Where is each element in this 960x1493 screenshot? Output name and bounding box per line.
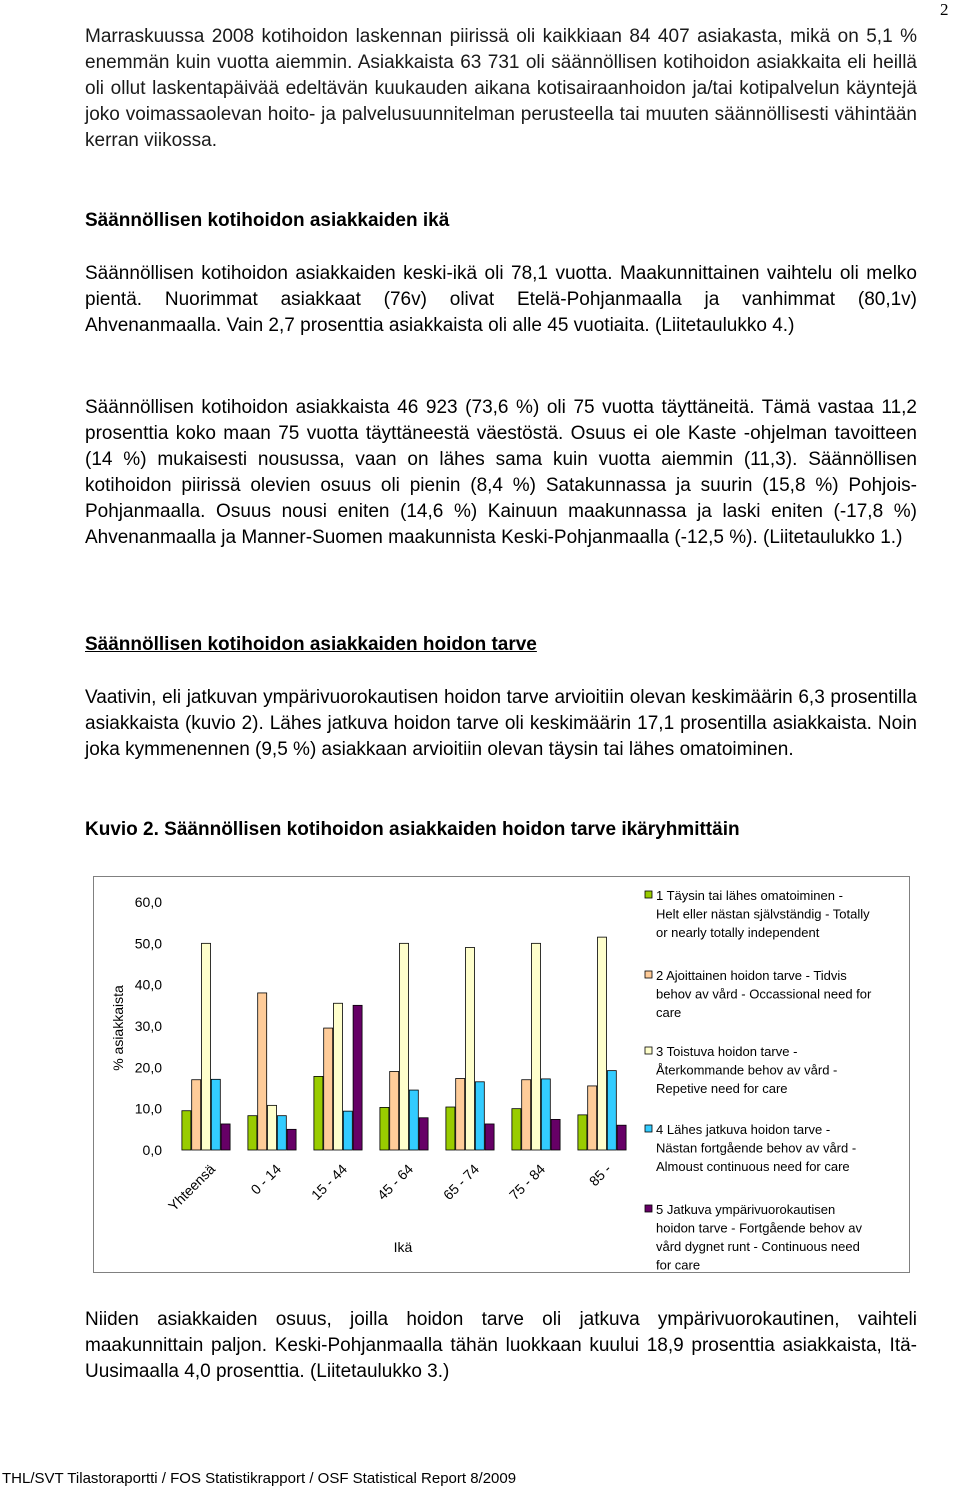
y-tick-label: 10,0	[134, 1100, 162, 1117]
y-axis-label: % asiakkaista	[110, 985, 126, 1071]
legend-swatch-3	[645, 1047, 652, 1054]
legend-entry-2-line: 2 Ajoittainen hoidon tarve - Tidvis	[656, 968, 847, 983]
bar-series-2-3	[390, 1071, 399, 1150]
intro-paragraph: Marraskuussa 2008 kotihoidon laskennan piirissä oli kaikkiaan 84 407 asiakasta, mikä on 5,1 % enemmän kuin vuotta aiemmin. Asiakkaista 63 731 oli säännöllisen kotihoidon asiakkaita eli heillä oli ollut laskentapäivää edeltävän kuukauden aikana kotisairaanhoidon ja/tai kotipalvelun käyntejä joko voimassaolevan hoito- ja palvelusuunnitelman perusteella tai muuten säännöllisesti vähintään kerran viikossa.	[85, 26, 917, 151]
bar-series-3-0	[202, 943, 211, 1150]
legend-entry-4-line: Nästan fortgående behov av vård -	[656, 1140, 857, 1156]
y-tick-label: 0,0	[142, 1142, 162, 1158]
bar-series-3-2	[334, 1003, 343, 1150]
legend-entry-3-line: 3 Toistuva hoidon tarve -	[656, 1044, 798, 1059]
section-heading-care-need: Säännöllisen kotihoidon asiakkaiden hoidon tarve	[85, 634, 537, 655]
legend-entry-5-line: hoidon tarve - Fortgående behov av	[656, 1220, 862, 1236]
legend-entry-1-line: or nearly totally independent	[656, 925, 820, 940]
x-tick-label: 85 -	[585, 1160, 615, 1190]
legend-swatch-1	[645, 891, 652, 898]
bar-series-5-4	[485, 1124, 494, 1150]
legend-swatch-4	[645, 1125, 652, 1132]
bar-series-4-1	[277, 1116, 286, 1150]
bar-series-5-5	[551, 1119, 560, 1150]
x-tick-label: 45 - 64	[373, 1160, 417, 1203]
legend-entry-4-line: Almoust continuous need for care	[656, 1159, 850, 1174]
legend-entry-4-line: 4 Lähes jatkuva hoidon tarve -	[656, 1122, 831, 1137]
x-tick-label: 15 - 44	[307, 1160, 351, 1203]
bar-series-5-3	[419, 1118, 428, 1150]
legend-entry-2-line: care	[656, 1005, 682, 1020]
bar-series-4-3	[409, 1090, 418, 1150]
bar-series-4-5	[541, 1079, 550, 1150]
bar-series-5-0	[221, 1124, 230, 1150]
bar-series-4-0	[211, 1079, 220, 1150]
figure-title: Kuvio 2. Säännöllisen kotihoidon asiakkaiden hoidon tarve ikäryhmittäin	[85, 819, 740, 840]
y-tick-label: 60,0	[134, 894, 162, 910]
bar-series-2-0	[192, 1080, 201, 1150]
bar-series-2-2	[324, 1028, 333, 1150]
age-paragraph: Säännöllisen kotihoidon asiakkaiden keski-ikä oli 78,1 vuotta. Maakunnittainen vaihtelu oli melko pientä. Nuorimmat asiakkaat (76v) olivat Etelä-Pohjanmaalla ja vanhimmat (80,1v) Ahvenanmaalla. Vain 2,7 prosenttia asiakkaista oli alle 45 vuotiaita. (Liitetaulukko 4.)	[85, 263, 917, 336]
legend-entry-3-line: Återkommande behov av vård -	[656, 1062, 838, 1078]
bar-series-1-0	[182, 1111, 191, 1150]
y-tick-label: 50,0	[134, 935, 162, 952]
over-75-paragraph: Säännöllisen kotihoidon asiakkaista 46 923 (73,6 %) oli 75 vuotta täyttäneitä. Tämä vastaa 11,2 prosenttia koko maan 75 vuotta täyttäneestä väestöstä. Osuus ei ole Kaste -ohjelman tavoitteen (14 %) mukaisesti nousussa, vaan on lähes sama kuin vuotta aiemmin (11,3). Säännöllisen kotihoidon piirissä olevien osuus oli pienin (8,4 %) Satakunnassa ja suurin (15,8 %) Pohjois-Pohjanmaalla. Osuus nousi eniten (14,6 %) Kainuun maakunnassa ja laski eniten (-17,8 %) Ahvenanmaalla ja Manner-Suomen maakunnista Keski-Pohjanmaalla (-12,5 %). (Liitetaulukko 1.)	[85, 397, 917, 548]
y-tick-label: 30,0	[134, 1018, 162, 1034]
care-need-bar-chart	[93, 876, 911, 1274]
section-heading-age: Säännöllisen kotihoidon asiakkaiden ikä	[85, 210, 450, 231]
legend-entry-1-line: 1 Täysin tai lähes omatoiminen -	[656, 888, 843, 903]
legend-entry-5-line: 5 Jatkuva ympärivuorokautisen	[656, 1202, 836, 1217]
legend-entry-3-line: Repetive need for care	[656, 1081, 788, 1096]
page-number: 2	[940, 0, 949, 19]
bar-series-1-5	[512, 1109, 521, 1150]
bar-series-1-1	[248, 1116, 257, 1150]
y-tick-label: 40,0	[134, 976, 162, 993]
bar-series-2-1	[258, 993, 267, 1150]
y-tick-label: 20,0	[134, 1059, 162, 1076]
bar-series-3-5	[532, 943, 541, 1150]
legend-swatch-2	[645, 971, 652, 978]
x-axis-label: Ikä	[393, 1239, 413, 1255]
bar-series-4-6	[607, 1071, 616, 1150]
care-need-paragraph: Vaativin, eli jatkuvan ympärivuorokautisen hoidon tarve arvioitiin olevan keskimäärin 6,3 prosentilla asiakkaista (kuvio 2). Lähes jatkuva hoidon tarve oli keskimäärin 17,1 prosentilla asiakkaista. Noin joka kymmenennen (9,5 %) asiakkaan arvioitiin olevan täysin tai lähes omatoiminen.	[85, 687, 917, 760]
legend-entry-2-line: behov av vård - Occassional need for	[656, 986, 872, 1002]
bar-series-2-4	[456, 1078, 465, 1150]
bar-series-5-6	[617, 1125, 626, 1150]
legend-entry-5-line: for care	[656, 1257, 701, 1273]
bar-series-5-2	[353, 1005, 362, 1150]
bar-series-1-3	[380, 1107, 389, 1150]
bar-series-1-4	[446, 1107, 455, 1150]
x-tick-label: 0 - 14	[247, 1160, 285, 1198]
bar-series-3-4	[466, 947, 475, 1150]
bar-series-4-4	[475, 1082, 484, 1150]
bar-series-2-6	[588, 1086, 597, 1150]
closing-paragraph: Niiden asiakkaiden osuus, joilla hoidon tarve oli jatkuva ympärivuorokautinen, vaihteli maakunnittain paljon. Keski-Pohjanmaalla tähän luokkaan kuului 18,9 prosenttia asiakkaista, Itä-Uusimaalla 4,0 prosenttia. (Liitetaulukko 3.)	[85, 1309, 917, 1382]
bar-series-1-2	[314, 1076, 323, 1150]
bar-series-5-1	[287, 1129, 296, 1150]
x-tick-label: Yhteensä	[164, 1160, 219, 1214]
bar-series-1-6	[578, 1115, 587, 1150]
x-tick-label: 65 - 74	[439, 1160, 483, 1203]
bar-series-2-5	[522, 1080, 531, 1150]
bar-series-4-2	[343, 1111, 352, 1150]
legend-swatch-5	[645, 1205, 652, 1212]
x-tick-label: 75 - 84	[505, 1160, 549, 1203]
bar-series-3-3	[400, 943, 409, 1150]
footer: THL/SVT Tilastoraportti / FOS Statistikrapport / OSF Statistical Report 8/2009	[2, 1470, 517, 1487]
bar-series-3-1	[268, 1105, 277, 1150]
legend-entry-1-line: Helt eller nästan självständig - Totally	[656, 906, 870, 922]
bar-series-3-6	[598, 937, 607, 1150]
legend-entry-5-line: vård dygnet runt - Continuous need	[656, 1239, 860, 1254]
